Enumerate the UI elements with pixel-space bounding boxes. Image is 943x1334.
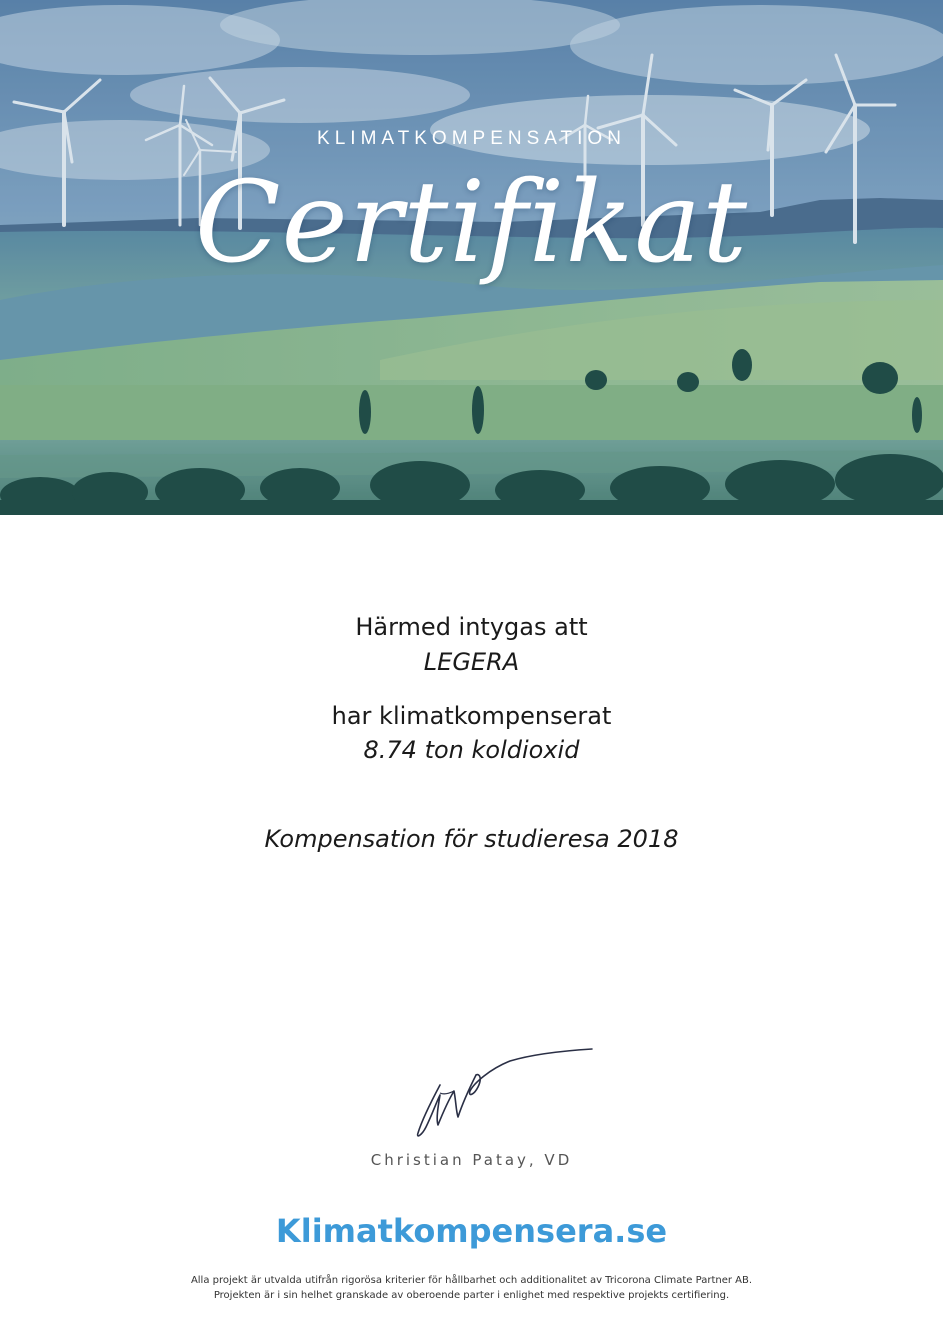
hero-banner <box>0 0 943 515</box>
footer-note-line1: Alla projekt är utvalda utifrån rigorösa kriterier för hållbarhet och additionalitet av Tricorona Climate Partner AB. <box>190 1275 753 1286</box>
certificate-title: Certifikat <box>194 158 749 288</box>
statement-action: har klimatkompenserat <box>331 702 612 730</box>
compensation-purpose: Kompensation för studieresa 2018 <box>264 825 679 853</box>
signatory-name: Christian Patay, VD <box>370 1151 573 1169</box>
certificate-eyebrow: KLIMATKOMPENSATION <box>317 128 626 149</box>
recipient-name: LEGERA <box>423 648 520 676</box>
co2-amount: 8.74 ton koldioxid <box>363 736 580 764</box>
brand-logo: Klimatkompensera.se <box>275 1212 668 1250</box>
footer-note-line2: Projekten är i sin helhet granskade av oberoende parter i enlighet med respektive projekts certifiering. <box>213 1290 730 1301</box>
signature-image <box>410 1045 610 1145</box>
statement-intro: Härmed intygas att <box>355 613 588 641</box>
